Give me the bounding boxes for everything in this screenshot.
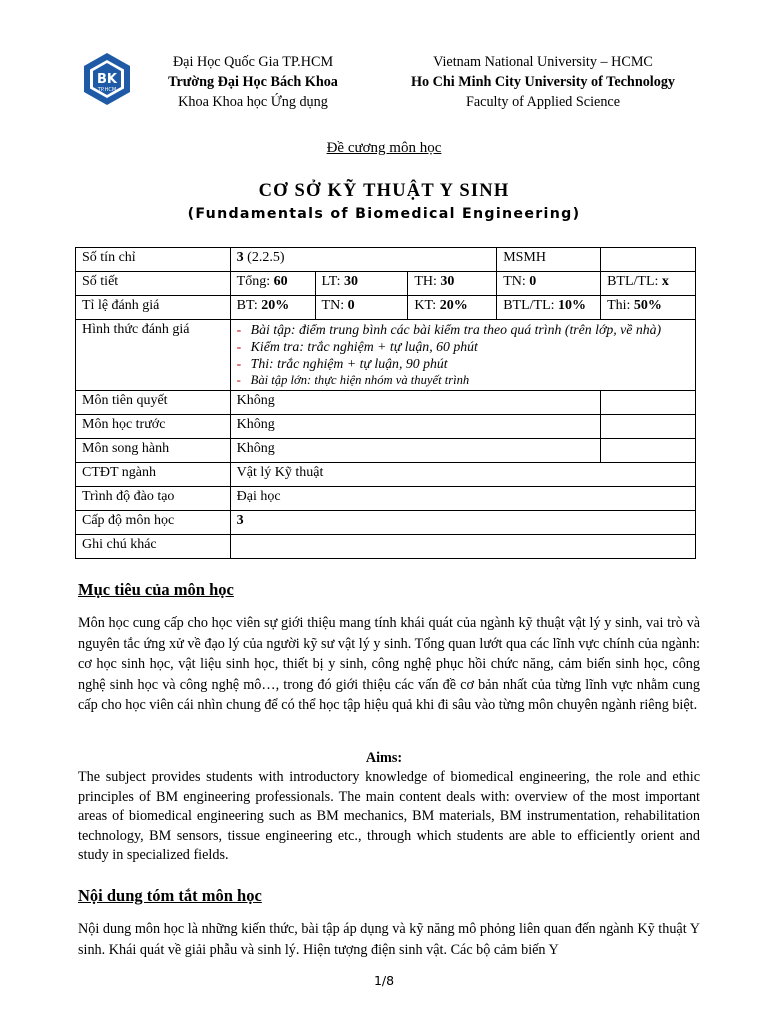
row-periods bbox=[76, 272, 696, 296]
periods-tn: TN: 0 bbox=[497, 272, 601, 296]
periods-th: TH: 30 bbox=[408, 272, 497, 296]
course-info-table bbox=[75, 247, 696, 559]
svg-text:BK: BK bbox=[97, 72, 117, 87]
header-vn-line3: Khoa Khoa học Ứng dụng bbox=[178, 94, 328, 110]
form-value bbox=[230, 320, 695, 391]
aims-title: Aims: bbox=[365, 750, 403, 766]
ratio-bt: BT: 20% bbox=[230, 296, 315, 320]
summary-heading: Nội dung tóm tắt môn học bbox=[78, 886, 262, 905]
form-label: Hình thức đánh giá bbox=[76, 320, 231, 391]
program-value: Vật lý Kỹ thuật bbox=[230, 463, 695, 487]
row-ratio bbox=[76, 296, 696, 320]
ratio-label: Tỉ lệ đánh giá bbox=[76, 296, 231, 320]
ratio-btl: BTL/TL: 10% bbox=[497, 296, 601, 320]
document-type: Đề cương môn học bbox=[326, 140, 442, 156]
prereq-extra bbox=[601, 391, 696, 415]
parallel-extra bbox=[601, 439, 696, 463]
periods-lt: LT: 30 bbox=[315, 272, 408, 296]
ratio-kt: KT: 20% bbox=[408, 296, 497, 320]
objectives-heading: Mục tiêu của môn học bbox=[78, 580, 234, 599]
svg-text:TP.HCM: TP.HCM bbox=[97, 87, 117, 93]
page-number: 1/8 bbox=[373, 973, 395, 988]
level-value: Đại học bbox=[230, 487, 695, 511]
row-credits bbox=[76, 248, 696, 272]
row-training-level bbox=[76, 487, 696, 511]
assessment-list bbox=[237, 321, 689, 389]
row-assessment-form bbox=[76, 320, 696, 391]
row-program bbox=[76, 463, 696, 487]
program-label: CTĐT ngành bbox=[76, 463, 231, 487]
msmh-value bbox=[601, 248, 696, 272]
course-level-value: 3 bbox=[230, 511, 695, 535]
objectives-text: Môn học cung cấp cho học viên sự giới thiệu mang tính khái quát của ngành kỹ thuật vật lý y sinh, vai trò và nguyên tắc ứng xử về đạo lý của người kỹ sư vật lý y sinh. Tổng quan lướt qua các lĩnh vực chính của ngành: cơ học sinh học, vật liệu sinh học, thiết bị y sinh, công nghệ phục hồi chức năng, cảm biến sinh học, công nghệ sinh học và công nghệ mô…, trong đó giới thiệu các vấn đề cơ bản nhất của từng lĩnh vực nhằm cung cấp cho học viên cái nhìn chung để có thể học tập hiệu quả khi đi sâu vào từng môn chuyên ngành riêng biệt. bbox=[78, 615, 700, 714]
row-prerequisite bbox=[76, 391, 696, 415]
prereq-value: Không bbox=[230, 391, 600, 415]
course-level-label: Cấp độ môn học bbox=[76, 511, 231, 535]
row-course-level bbox=[76, 511, 696, 535]
periods-total: Tổng: 60 bbox=[230, 272, 315, 296]
list-item: - Bài tập lớn: thực hiện nhóm và thuyết trình bbox=[237, 372, 689, 389]
row-prior-course bbox=[76, 415, 696, 439]
header-english-block bbox=[388, 52, 698, 112]
prereq-label: Môn tiên quyết bbox=[76, 391, 231, 415]
course-title: CƠ SỞ KỸ THUẬT Y SINH bbox=[258, 181, 510, 201]
msmh-label: MSMH bbox=[497, 248, 601, 272]
credits-label: Số tín chỉ bbox=[76, 248, 231, 272]
notes-label: Ghi chú khác bbox=[76, 535, 231, 559]
aims-text: The subject provides students with introductory knowledge of biomedical engineering, the role and ethic principles of BM engineering professionals. The main content deals with: overview of the most important areas of biomedical engineering such as BM mechanics, BM materials, BM instrumentation, rehabilitation technology, BM sensors, tissue engineering etc., through which students are able to efficiently orient and study in specialized fields. bbox=[78, 769, 700, 864]
row-notes bbox=[76, 535, 696, 559]
list-item: - Thi: trắc nghiệm + tự luận, 90 phút bbox=[237, 355, 689, 372]
prior-value: Không bbox=[230, 415, 600, 439]
university-logo-icon bbox=[80, 52, 134, 106]
prior-label: Môn học trước bbox=[76, 415, 231, 439]
ratio-tn: TN: 0 bbox=[315, 296, 408, 320]
header-vietnamese-block bbox=[148, 52, 358, 112]
header-en-line2: Ho Chi Minh City University of Technology bbox=[410, 74, 676, 90]
course-subtitle: (Fundamentals of Biomedical Engineering) bbox=[187, 206, 581, 222]
parallel-value: Không bbox=[230, 439, 600, 463]
parallel-label: Môn song hành bbox=[76, 439, 231, 463]
document-header bbox=[78, 52, 698, 118]
summary-text: Nội dung môn học là những kiến thức, bài tập áp dụng và kỹ năng mô phỏng liên quan đến ngành Kỹ thuật Y sinh. Khái quát về giải phẫu và sinh lý. Hiện tượng điện sinh vật. Các bộ cảm biến Y bbox=[78, 921, 700, 958]
list-item: - Bài tập: điểm trung bình các bài kiểm tra theo quá trình (trên lớp, về nhà) bbox=[237, 321, 689, 338]
row-parallel-course bbox=[76, 439, 696, 463]
header-vn-line2: Trường Đại Học Bách Khoa bbox=[168, 74, 338, 90]
periods-label: Số tiết bbox=[76, 272, 231, 296]
header-vn-line1: Đại Học Quốc Gia TP.HCM bbox=[172, 54, 334, 70]
header-en-line1: Vietnam National University – HCMC bbox=[433, 54, 653, 70]
level-label: Trình độ đào tạo bbox=[76, 487, 231, 511]
list-item: - Kiểm tra: trắc nghiệm + tự luận, 60 phút bbox=[237, 338, 689, 355]
notes-value bbox=[230, 535, 695, 559]
periods-btl: BTL/TL: x bbox=[601, 272, 696, 296]
credits-value: 3 (2.2.5) bbox=[230, 248, 497, 272]
ratio-thi: Thi: 50% bbox=[601, 296, 696, 320]
prior-extra bbox=[601, 415, 696, 439]
header-en-line3: Faculty of Applied Science bbox=[465, 94, 621, 110]
